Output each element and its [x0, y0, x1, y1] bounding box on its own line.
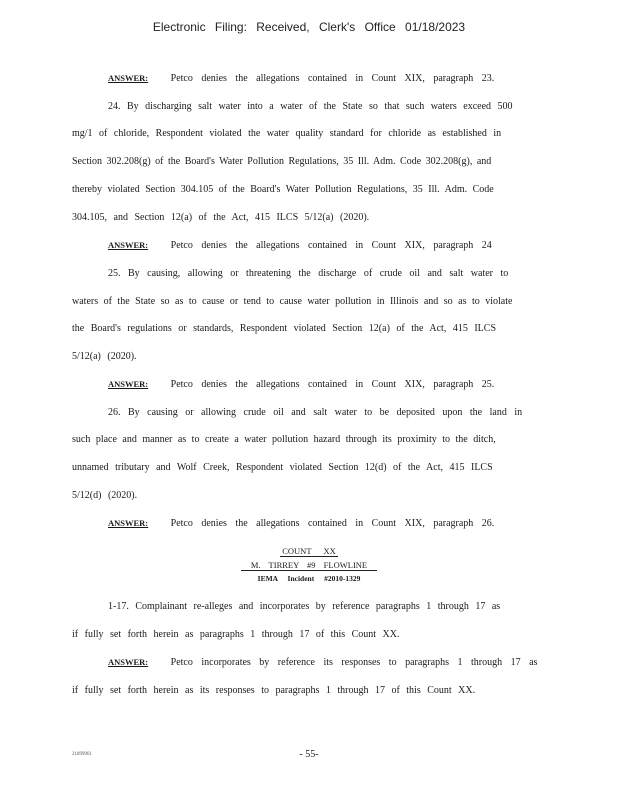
document-id: 21899961 — [72, 752, 92, 757]
answer-paragraphs-1-17 — [108, 657, 537, 668]
answer-text: Petco denies the allegations contained in Count XIX, paragraph 24 — [170, 240, 492, 251]
paragraph-24-line: 304.105, and Section 12(a) of the Act, 415 ILCS 5/12(a) (2020). — [72, 212, 370, 223]
answer-label: ANSWER: — [108, 657, 149, 667]
answer-text: Petco denies the allegations contained in Count XIX, paragraph 23. — [170, 73, 495, 84]
paragraph-1-17-line: 1-17. Complainant re-alleges and incorporates by reference paragraphs 1 through 17 as — [108, 601, 501, 612]
answer-paragraphs-1-17-line: if fully set forth herein as its responses to paragraphs 1 through 17 of this Count XX. — [72, 685, 476, 696]
paragraph-26-line: unnamed tributary and Wolf Creek, Respondent violated Section 12(d) of the Act, 415 ILCS — [72, 462, 493, 473]
count-heading-title: COUNT XX — [282, 546, 336, 556]
answer-paragraph-25 — [108, 379, 494, 390]
count-heading-subtitle: M. TIRREY #9 FLOWLINE — [0, 560, 618, 570]
paragraph-25-line: 25. By causing, allowing or threatening the discharge of crude oil and salt water to — [108, 268, 509, 279]
answer-paragraph-26 — [108, 518, 494, 529]
answer-label: ANSWER: — [108, 379, 149, 389]
paragraph-24-line: mg/1 of chloride, Respondent violated the water quality standard for chloride as established in — [72, 128, 502, 139]
filing-header: Electronic Filing: Received, Clerk's Office 01/18/2023 — [152, 20, 466, 34]
answer-label: ANSWER: — [108, 518, 149, 528]
paragraph-26-line: 26. By causing or allowing crude oil and salt water to be deposited upon the land in — [108, 407, 523, 418]
paragraph-26-line: 5/12(d) (2020). — [72, 490, 138, 501]
paragraph-24-line: Section 302.208(g) of the Board's Water Pollution Regulations, 35 Ill. Adm. Code 302.208(g), and — [72, 156, 492, 167]
answer-text: Petco denies the allegations contained in Count XIX, paragraph 26. — [170, 518, 495, 529]
answer-label: ANSWER: — [108, 240, 149, 250]
answer-label: ANSWER: — [108, 73, 149, 83]
answer-paragraph-23 — [108, 73, 494, 84]
count-heading-incident: IEMA Incident #2010-1329 — [257, 574, 361, 583]
page-number: - 55- — [299, 749, 319, 760]
paragraph-26-line: such place and manner as to create a water pollution hazard through its proximity to the ditch, — [72, 434, 496, 445]
answer-text: Petco incorporates by reference its responses to paragraphs 1 through 17 as — [170, 657, 538, 668]
answer-text: Petco denies the allegations contained in Count XIX, paragraph 25. — [170, 379, 495, 390]
paragraph-24-line: 24. By discharging salt water into a water of the State so that such waters exceed 500 — [108, 101, 513, 112]
answer-paragraph-24 — [108, 240, 492, 251]
paragraph-25-line: waters of the State so as to cause or tend to cause water pollution in Illinois and so as to violate — [72, 296, 513, 307]
paragraph-25-line: the Board's regulations or standards, Respondent violated Section 12(a) of the Act, 415 ILCS — [72, 323, 497, 334]
paragraph-1-17-line: if fully set forth herein as paragraphs 1 through 17 of this Count XX. — [72, 629, 400, 640]
paragraph-24-line: thereby violated Section 304.105 of the Board's Water Pollution Regulations, 35 Ill. Adm. Code — [72, 184, 494, 195]
paragraph-25-line: 5/12(a) (2020). — [72, 351, 137, 362]
